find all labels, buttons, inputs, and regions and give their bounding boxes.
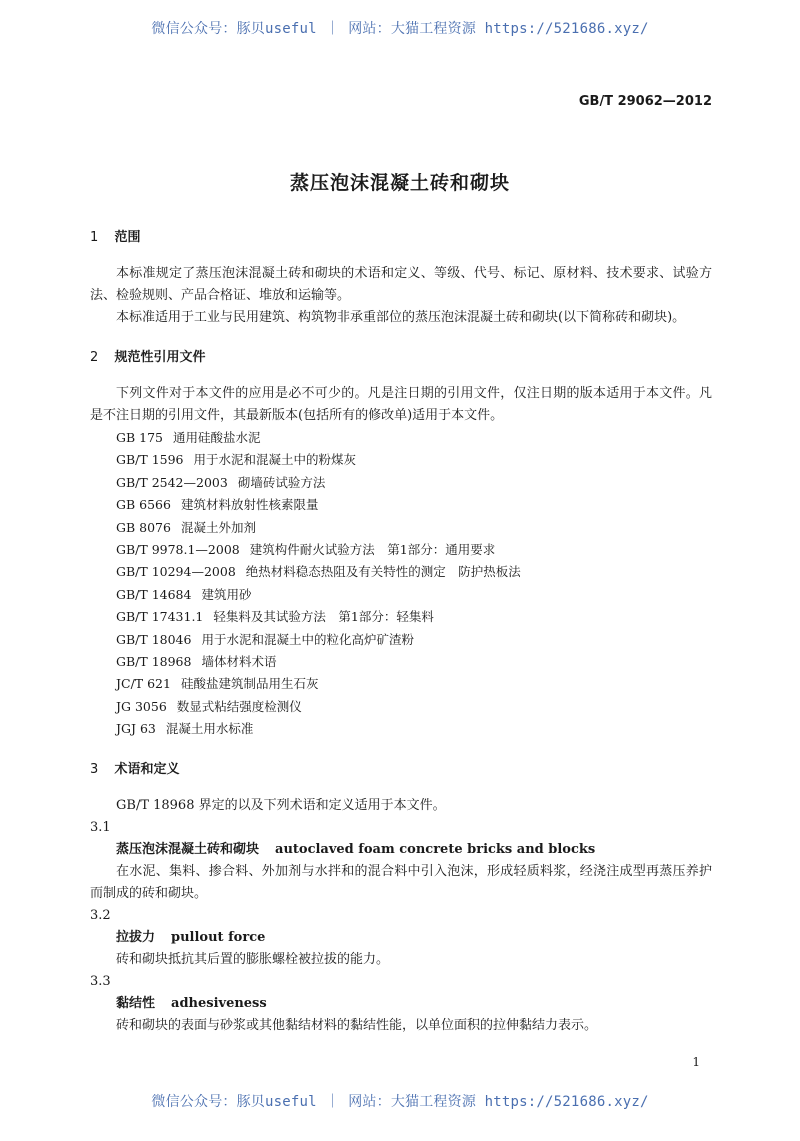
reference-item xyxy=(90,651,712,673)
document-title: 蒸压泡沫混凝土砖和砌块 xyxy=(289,172,510,194)
term-zh: 黏结性 xyxy=(116,995,156,1011)
reference-code: JC/T 621 xyxy=(116,676,171,692)
term-entry xyxy=(90,817,712,905)
term-heading xyxy=(90,927,712,949)
term-number: 3.3 xyxy=(90,973,111,989)
reference-code: GB/T 10294—2008 xyxy=(116,564,236,580)
term-en: autoclaved foam concrete bricks and blocks xyxy=(275,841,596,857)
reference-name: 墙体材料术语 xyxy=(201,654,277,670)
section-number: 1 xyxy=(90,230,99,245)
reference-item xyxy=(90,696,712,718)
reference-name: 建筑构件耐火试验方法 第1部分：通用要求 xyxy=(249,542,496,558)
standard-code: GB/T 29062—2012 xyxy=(578,94,712,109)
watermark-banner-top: 微信公众号：豚贝useful ｜ 网站：大猫工程资源 https://521686.xyz/ xyxy=(151,21,649,37)
reference-item xyxy=(90,449,712,471)
reference-code: GB 6566 xyxy=(116,497,171,513)
reference-code: GB/T 9978.1—2008 xyxy=(116,542,240,558)
reference-item xyxy=(90,494,712,516)
reference-code: JG 3056 xyxy=(116,698,167,714)
term-en: pullout force xyxy=(171,929,266,945)
reference-name: 用于水泥和混凝土中的粒化高炉矿渣粉 xyxy=(201,631,414,647)
reference-code: JGJ 63 xyxy=(116,721,156,737)
term-definition: 砖和砌块抵抗其后置的膨胀螺栓被拉拔的能力。 xyxy=(116,951,390,967)
section-2-heading xyxy=(90,347,712,369)
paragraph: 下列文件对于本文件的应用是必不可少的。凡是注日期的引用文件，仅注日期的版本适用于本文件。凡是不注日期的引用文件，其最新版本(包括所有的修改单)适用于本文件。 xyxy=(90,386,712,423)
paragraph: 本标准规定了蒸压泡沫混凝土砖和砌块的术语和定义、等级、代号、标记、原材料、技术要求、试验方法、检验规则、产品合格证、堆放和运输等。 xyxy=(90,266,712,303)
reference-item xyxy=(90,561,712,583)
reference-name: 轻集料及其试验方法 第1部分：轻集料 xyxy=(213,609,434,625)
watermark-banner-bottom: 微信公众号：豚贝useful ｜ 网站：大猫工程资源 https://521686.xyz/ xyxy=(151,1094,649,1110)
reference-name: 建筑用砂 xyxy=(201,586,252,602)
reference-code: GB/T 17431.1 xyxy=(116,609,204,625)
term-number: 3.1 xyxy=(90,819,111,835)
reference-item xyxy=(90,606,712,628)
term-heading xyxy=(90,993,712,1015)
term-en: adhesiveness xyxy=(171,995,267,1011)
section-number: 2 xyxy=(90,350,99,365)
reference-code: GB/T 1596 xyxy=(116,452,184,468)
term-zh: 拉拔力 xyxy=(116,929,156,945)
reference-name: 数显式粘结强度检测仪 xyxy=(176,698,302,714)
section-3-heading xyxy=(90,759,712,781)
section-title: 规范性引用文件 xyxy=(114,350,206,365)
section-title: 术语和定义 xyxy=(114,761,180,777)
reference-item xyxy=(90,517,712,539)
reference-item xyxy=(90,427,712,449)
term-entry xyxy=(90,905,712,971)
reference-code: GB/T 2542—2003 xyxy=(116,474,228,490)
reference-name: 建筑材料放射性核素限量 xyxy=(180,497,319,513)
reference-code: GB 8076 xyxy=(116,519,171,535)
reference-name: 砌墙砖试验方法 xyxy=(237,474,326,490)
section-title: 范围 xyxy=(114,230,141,245)
paragraph: 本标准适用于工业与民用建筑、构筑物非承重部位的蒸压泡沫混凝土砖和砌块(以下简称砖和砌块)。 xyxy=(116,310,686,325)
reference-code: GB/T 18968 xyxy=(116,654,192,670)
reference-code: GB/T 14684 xyxy=(116,586,192,602)
reference-list xyxy=(90,427,712,741)
reference-name: 硅酸盐建筑制品用生石灰 xyxy=(180,676,319,692)
document-body xyxy=(90,227,712,1037)
term-definition: 在水泥、集料、掺合料、外加剂与水拌和的混合料中引入泡沫，形成轻质料浆，经浇注成型再蒸压养护而制成的砖和砌块。 xyxy=(90,863,712,901)
reference-item xyxy=(90,472,712,494)
reference-code: GB 175 xyxy=(116,430,164,445)
term-zh: 蒸压泡沫混凝土砖和砌块 xyxy=(116,841,260,857)
reference-name: 混凝土外加剂 xyxy=(180,519,256,535)
reference-item xyxy=(90,673,712,695)
section-number: 3 xyxy=(90,761,99,777)
reference-item xyxy=(90,539,712,561)
paragraph: GB/T 18968 界定的以及下列术语和定义适用于本文件。 xyxy=(116,797,446,813)
reference-item xyxy=(90,629,712,651)
term-heading xyxy=(90,839,712,861)
term-number: 3.2 xyxy=(90,907,111,923)
reference-item xyxy=(90,718,712,740)
page-number: 1 xyxy=(692,1055,700,1069)
term-entry xyxy=(90,971,712,1037)
term-definition: 砖和砌块的表面与砂浆或其他黏结材料的黏结性能，以单位面积的拉伸黏结力表示。 xyxy=(116,1017,598,1033)
reference-name: 绝热材料稳态热阻及有关特性的测定 防护热板法 xyxy=(245,564,521,580)
section-1-heading xyxy=(90,227,712,249)
reference-item xyxy=(90,584,712,606)
reference-name: 通用硅酸盐水泥 xyxy=(173,430,261,445)
reference-code: GB/T 18046 xyxy=(116,631,192,647)
reference-name: 混凝土用水标准 xyxy=(165,721,254,737)
reference-name: 用于水泥和混凝土中的粉煤灰 xyxy=(193,452,357,468)
